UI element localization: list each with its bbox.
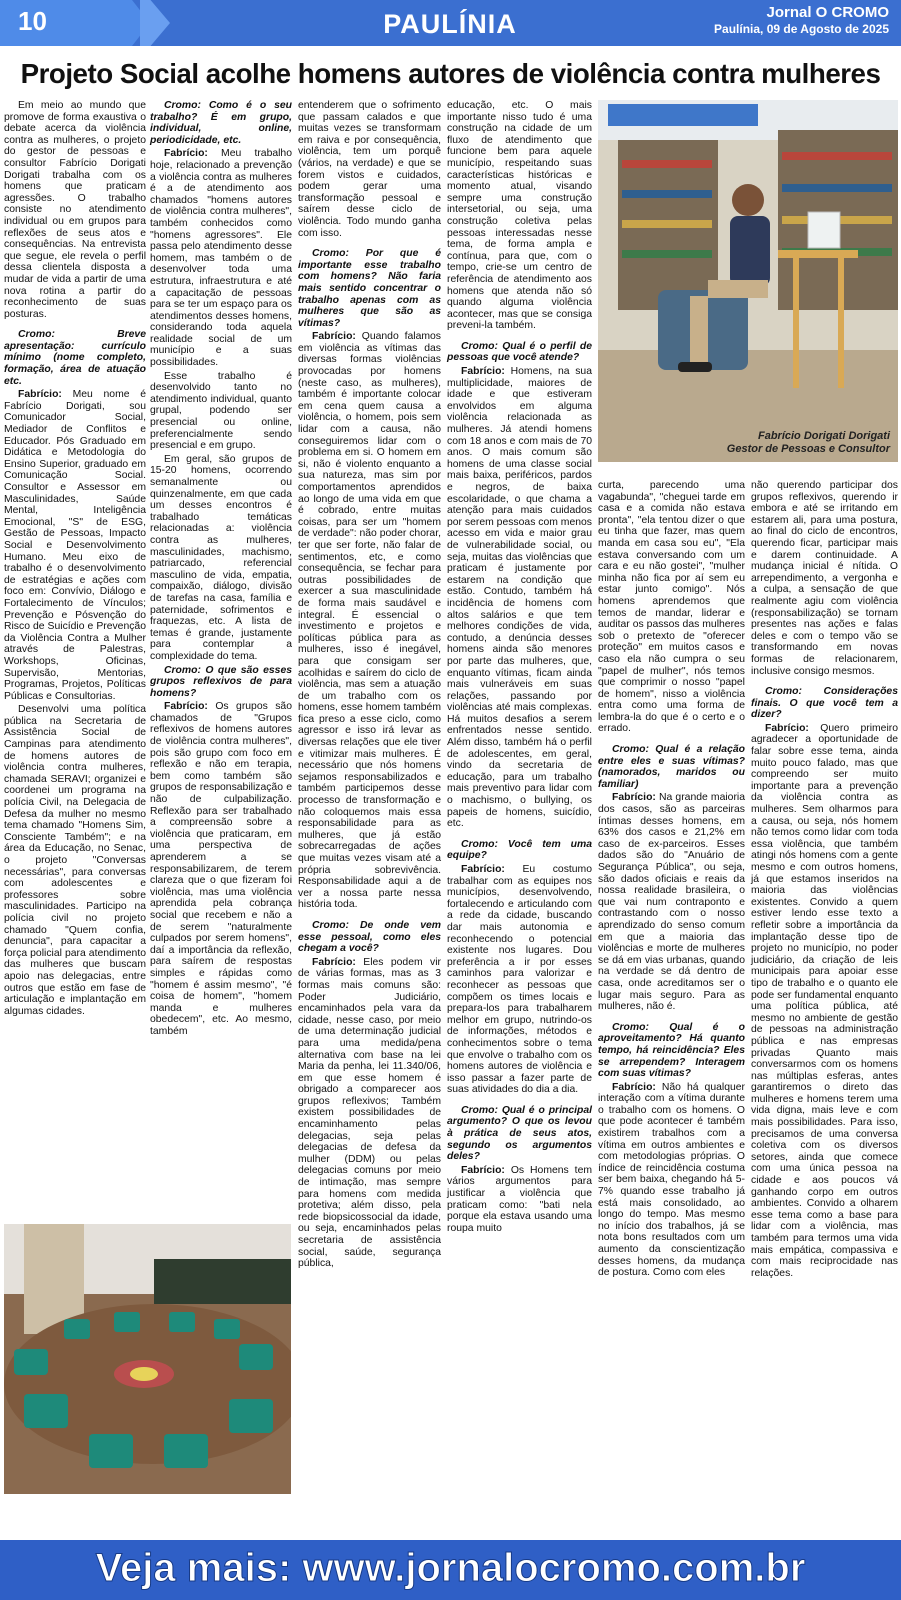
library-scene-illustration (598, 100, 898, 462)
answer-text: Quero primeiro agradecer a oportunidade de falar sobre esse tema, ainda muito pouco falado, mas que compreendo ser muito importante para a prevenção da violência contra as mulheres. Sem olharmos para a causa, ou seja, nós homem não temos como lidar com toda essa violência, que também atingi nós homens com a gente mesmo e com outros homens, já que estamos inseridos na maioria das violências existentes. Convido a quem estiver lendo esse texto a refletir sobre a importância da implantação desse tipo de projeto no município, no poder judiciário, da criação de leis municipais para apoiar esse tipo de trabalho e o quanto ele pode ser fundamental enquanto uma política pública, até mesmo no ambiente de gestão de pessoas na administração pública e nas empresas privadas Quanto mais conversarmos com os homens nas múltiplas esferas, antes garantiremos o direto das mulheres e homens terem uma vida digna, mais leve e com mais possibilidades. Para isso, precisamos de uma conversa coletiva com os diversos setores, ainda que comece com uma única pessoa na cidade e aos poucos vá ganhando corpo em outros ambientes. Convido a olharem esse tema como a base para lidar com a violência, mas também para termos uma vida mais empática, compassiva e com mais reciprocidade nas relações. (751, 722, 898, 1279)
answer-text: Os Homens tem vários argumentos para justificar a violência que praticam como: "bati nela porque ela estava usando uma roupa muito (447, 1164, 592, 1234)
interview-question: Cromo: Por que é importante esse trabalho com homens? Não faria mais sentido concentrar o trabalho apenas com as mulheres que são as vítimas? (298, 248, 441, 329)
speaker-label: Fabrício: (18, 389, 62, 401)
article-headline: Projeto Social acolhe homens autores de violência contra mulheres (20, 58, 881, 89)
article-column-4 (447, 100, 592, 1236)
page-header (0, 0, 901, 46)
speaker-label: Fabrício: (461, 1164, 505, 1176)
interview-question: Cromo: Qual é o perfil de pessoas que você atende? (447, 340, 592, 364)
interview-question: Cromo: Você tem uma equipe? (447, 838, 592, 862)
interview-answer (4, 389, 146, 702)
article-column-3 (298, 100, 441, 1272)
page-number: 10 (18, 6, 47, 36)
interview-answer (598, 792, 745, 1012)
photo-caption (727, 430, 890, 456)
speaker-label: Fabrício: (164, 701, 208, 713)
issue-date: Paulínia, 09 de Agosto de 2025 (714, 22, 889, 36)
answer-text: Os grupos são chamados de "Grupos reflexivos de homens autores de violência contra mulheres", pois são grupo com foco em reflexão e não em terapia, bem como também são grupos de responsabilização e não de culpabilização. Reflexão para ser trabalhado a compreensão sobre a violência que praticaram, em uma perspectiva de aprenderem a se responsabilizarem, de terem clareza que o que fizeram foi violência, mas uma violência aprendida pela cobrança social que recebem e não a de serem "naturalmente culpados por serem homens", daí a importância da reflexão, para saírem de respostas simples e rápidas como "homem é assim mesmo", "é coisa de homem", "homem manda e mulheres obedecem", etc. Ao mesmo, também (150, 701, 292, 1037)
article-column-1 (4, 100, 146, 1019)
article-paragraph: educação, etc. O mais importante nisso tudo é uma construção na cidade de um fluxo de atendimento que funcione bem para aquele município, respeitando suas características históricas e momento atual, visando sempre uma construção intersetorial, ou seja, uma construção coletiva pelas pessoas interessadas nesse tema, de forma ampla e contínua, para que, com o tempo, crie-se um centro de referência de atendimento aos homens que atenda não só quando alguma violência acontecer, mas que se consiga preveni-la também. (447, 100, 592, 332)
interviewee-photo (598, 100, 898, 462)
interview-answer (150, 701, 292, 1037)
group-room-photo (4, 1224, 291, 1494)
chairs-circle-illustration (4, 1224, 291, 1494)
interview-question: Cromo: Breve apresentação: currículo mínimo (nome completo, formação, área de atuação etc. (4, 329, 146, 387)
speaker-label: Fabrício: (312, 956, 356, 968)
section-title: PAULÍNIA (383, 9, 517, 39)
answer-text: Eles podem vir de várias formas, mas as 3 formas mais comuns são: Poder Judiciário, encaminhados pela vara da cidade, nesse caso, por meio de uma determinação judicial para uma medida/pena alternativa com base na lei Maria da penha, lei 11.340/06, em que esse homem é obrigado a comparecer aos grupos reflexivos; Também existem possibilidades de encaminhamento pelas delegacias, seja pelas delegacias de defesa da mulher (DDM) ou pelas delegacias comuns por meio de intimação, mas sempre para homens com medida protetiva; além disso, pela rede biopsicossocial da idade, ou seja, encaminhados pelas secretaria de assistência social, saúde, segurança pública, (298, 956, 441, 1270)
article-paragraph: Desenvolvi uma política pública na Secretaria de Assistência Social de Campinas para atendimento de homens autores de violência contra mulheres, chamada SERAVI; organizei e coordenei um programa na polícia Civil, na Delegacia de Defesa da mulher no mesmo tema chamado "Homens Sim, Consciente Também"; e na área da Educação, no Senac, o projeto "Conversas necessárias", para conversas com adolescentes e professores sobre masculinidades. Participo na polícia civil no projeto chamado "Quem confia, denuncia", para capacitar a força policial para atendimento das mulheres que buscam apoio nas delegacias, entre outros que estão em fase de articulação e implantação em algumas cidades. (4, 704, 146, 1017)
article-column-2 (150, 100, 292, 1040)
answer-text: Meu trabalho hoje, relacionado a prevenção a violência contra as mulheres é a de atendimento aos chamados "homens autores de violência contra mulheres", também conhecidos como "homens agressores". Ele passa pelo atendimento desse homem, mas também o de desenvolver toda uma estrutura, infraestrutura e até a capacitação de pessoas para se ter um espaço para os atendimentos desses homens, considerando toda aquela realidade social de um município e a suas possibilidades. (150, 148, 292, 369)
header-arrow-decoration (140, 0, 170, 46)
answer-text: Homens, na sua multiplicidade, maiores de idade e que estiveram envolvidos em alguma violência relacionada as mulheres. Já atendi homens com 18 anos e com mais de 70 anos. O mais comum são homens de uma classe social mais baixa, periféricos, pardos e negros, de baixa escolaridade, o que chama a atenção para mais cuidados por serem pessoas com menos acesso em vida e maior grau de vulnerabilidade social, ou seja, muitas das violências que praticam é justamente por estarem na condição que estão. Contudo, também há incidência de homens com altos salários e que tem melhores condições de vida, contudo, a denúncia desses homens ainda são menores por parte das mulheres, que, enquanto vítimas, ficam ainda mais vulneráveis em suas relações, passando por violências até mais complexas. Há muitos desafios a serem enfrentados nesse sentido. Além disso, também há o perfil de adolescentes, em geral, vindo da secretaria de educação, para um trabalho mais preventivo para lidar com o machismo, o bullying, os papeis de homens, suicídio, etc. (447, 366, 592, 830)
speaker-label: Fabrício: (765, 722, 809, 734)
article-column-6 (751, 480, 898, 1281)
article-paragraph: Esse trabalho é desenvolvido tanto no atendimento individual, quanto grupal, podendo ser presencial ou online, preferencialmente sendo presencial e em grupo. (150, 370, 292, 452)
interview-question: Cromo: O que são esses grupos reflexivos de para homens? (150, 664, 292, 699)
interview-answer (150, 148, 292, 368)
answer-text: Eu costumo trabalhar com as equipes nos municípios, desenvolvendo, fortalecendo e articulando com a rede da cidade, buscando dar mais autonomia e reconhecendo o potencial existente nos lugares. Dou preferência a ir por esses caminhos para valorizar e reconhecer as pessoas que compõem os times locais e prepara-los para trabalharem melhor em grupo, nutrindo-os de informações, métodos e conhecimentos sobre o tema que envolve o trabalho com os homens autores de violência e isso passar a fazer parte de suas atividades do dia a dia. (447, 864, 592, 1096)
article-paragraph: não querendo participar dos grupos reflexivos, querendo ir embora e até se irritando em estarem ali, para uma postura, ao final do ciclo de encontros, querendo ficar, participar mais e darem continuidade. A mudança inicial é nítida. O arrependimento, a vergonha e a culpa, a sensação de que realmente agiu com violência (responsabilização) se tornam presentes nas ações e falas deles e com o tempo vão se transformando em novas formas de relacionarem, inclusive consigo mesmos. (751, 480, 898, 677)
interview-answer (447, 1165, 592, 1235)
speaker-label: Fabrício: (461, 864, 505, 875)
page-footer (0, 1540, 901, 1600)
interview-answer (447, 366, 592, 830)
speaker-label: Fabrício: (612, 1081, 656, 1093)
answer-text: Na grande maioria dos casos, são as parceiras íntimas desses homens, em 63% dos casos e 21,2% em caso de ex-parceiros. Esses dados são do "Anuário de Segurança Pública", ou seja, são dados oficiais e reais da nossa realidade brasileira, o que vai num contraponto e contrastando com o nosso aprendizado do senso comum em que a maioria das violências e morte de mulheres se dá em vias urbanas, quando na verdade se dá dentro de casa, onde acreditamos ser o lugar mais seguro. Para as mulheres, não é. (598, 792, 745, 1013)
article-paragraph: Em geral, são grupos de 15-20 homens, ocorrendo semanalmente ou quinzenalmente, em que cada um desses encontros é trabalhado temáticas relacionadas a: violência contra as mulheres, masculinidades, machismo, patriarcado, referencial masculino de vida, empatia, compaixão, diálogo, divisão de tarefas na casa, família e paternidade, sofrimentos e fraquezas, etc. A lista de temas é grande, justamente para contemplar a complexidade do tema. (150, 453, 292, 662)
footer-website-link[interactable]: Veja mais: www.jornalocromo.com.br (95, 1546, 806, 1590)
interview-answer (598, 1082, 745, 1279)
interview-question: Cromo: Qual é o aproveitamento? Há quanto tempo, há reincidência? Eles se arrependem? Interagem com suas vítimas? (598, 1021, 745, 1080)
interview-answer (751, 723, 898, 1280)
article-paragraph: entenderem que o sofrimento que passam calados e que muitas vezes se transformam em raiva e por consequência, violência, tem um porquê (vários, na verdade) e que se forem vistos e cuidados, podem gerar uma transformação pessoal e saírem desse ciclo de violência. Todo mundo ganha com isso. (298, 100, 441, 239)
answer-text: Meu nome é Fabrício Dorigati, sou Comunicador Social, Mediador de Conflitos e Educador. Pós Graduado em Didática e Metodologia do Ensino Superior, graduado em Comunicação Social. Consultor e Assessor em Masculinidades, Saúde Mental, Inteligência Emocional, "S" de ESG, Gestão de Pessoas, Impacto Social e Desenvolvimento Humano. Meu eixo de trabalho é o desenvolvimento de estratégias e ações com foco em: Convívio, Diálogo e Fortalecimento de Vínculos; Prevenção e Pósvenção do Risco de Suicídio e Prevenção da Violência Contra a Mulher através de Palestras, Workshops, Oficinas, Supervisão, Mentorias, Programas, Projetos, Políticas Públicas e Consultorias. (4, 389, 146, 702)
caption-name: Fabrício Dorigati Dorigati (757, 430, 890, 442)
caption-role: Gestor de Pessoas e Consultor (726, 443, 890, 455)
article-paragraph: curta, parecendo uma vagabunda", "cheguei tarde em casa e a comida não estava pronta", "ela tentou dizer o que eu tinha que fazer, mas quem manda em casa sou eu", "Ela estava conversando com um cara e eu não gostei", "mulher minha não fica por aí sem eu estar junto comigo". Nós homens aprendemos que temos de mandar, liderar e auditar os passos das mulheres sob o pretexto de "oferecer proteção" em muitos casos e caso ela não cumpra o seu "papel de mulher", nós temos que comprimir o nosso "papel de homem", nisso a violência entra como uma forma de lembra-la do que é o certo e o errado. (598, 480, 745, 735)
interview-answer (298, 331, 441, 911)
interview-question: Cromo: Considerações finais. O que você tem a dizer? (751, 686, 898, 721)
interview-question: Cromo: Qual é a relação entre eles e suas vítimas? (namorados, maridos ou familiar) (598, 744, 745, 790)
speaker-label: Fabrício: (312, 331, 356, 343)
interview-question: Cromo: De onde vem esse pessoal, como eles chegam a você? (298, 919, 441, 955)
answer-text: Quando falamos em violência as vítimas das diversas formas violências provocadas por homens (neste caso, as mulheres), também é importante colocar em cena quem causa a violência, o homem, pois sem lidar com a causa, não conseguiremos lidar com o problema em si. O homem em si, não é violento enquanto a sua natureza, mas sim por comportamentos aprendidos ao longo de uma vida em que é cobrado, entre muitas coisas, para ser um "homem de verdade": não poder chorar, ter que ser forte, não falar de sentimentos, etc, e como consequência, se fechar para outras possibilidades de exercer a sua masculinidade de forma mais saudável e integral. É essencial o investimento e projetos e políticas pública para as mulheres, isso é inegável, para que consigam ser acolhidas e saírem do ciclo de violência, mas sem a atuação de um trabalho com os homens, esse homem também fica preso a esse ciclo, como agressor e isso irá levar as diversas relações que ele tiver e vitimizar mais mulheres. É necessário que nós homens sejamos responsabilizados e também participemos desse processo de transformação e não coloquemos mais essa responsabilidade para as mulheres, que já estão sobrecarregadas de ações que muitas vezes visam até a própria sobrevivência. Responsabilidade aqui a de ver a nossa parte nessa história toda. (298, 331, 441, 911)
interview-answer (298, 957, 441, 1270)
interview-answer (447, 864, 592, 1096)
masthead (714, 4, 889, 38)
article-column-5 (598, 480, 745, 1281)
article-paragraph: Em meio ao mundo que promove de forma exaustiva o debate acerca da violência contra as mulheres, o projeto do gestor de pessoas e consultor Fabrício Dorigati Dorigati trabalha com os homens que praticam agressões. O trabalho consiste no atendimento individual ou em grupos para reflexões de seus atos e consequências. Na entrevista que segue, ele revela o perfil dessa clientela disposta a mudar de vida a partir de uma nova rotina a partir do reconhecimento de suas posturas. (4, 100, 146, 320)
newspaper-name: Jornal O CROMO (766, 4, 889, 21)
answer-text: Não há qualquer interação com a vítima durante o trabalho com os homens. O que pode acontecer é também existirem trabalhos com a vítima em outros ambientes e com metodologias próprias. O índice de reincidência costuma ser bem baixa, chegando há 5-7% quando esse trabalho já está mais consolidado, ao longo do tempo. Mas mesmo no início dos trabalhos, já se nota bons resultados com um aumento da conscientização desses homens, da mudança de postura. Como com eles (598, 1081, 745, 1279)
speaker-label: Fabrício: (164, 148, 208, 160)
speaker-label: Fabrício: (461, 366, 505, 378)
speaker-label: Fabrício: (612, 792, 656, 804)
interview-question: Cromo: Como é o seu trabalho? É em grupo, individual, online, periodicidade, etc. (150, 100, 292, 146)
interview-question: Cromo: Qual é o principal argumento? O que os levou à prática de seus atos, segundo os argumentos deles? (447, 1104, 592, 1163)
